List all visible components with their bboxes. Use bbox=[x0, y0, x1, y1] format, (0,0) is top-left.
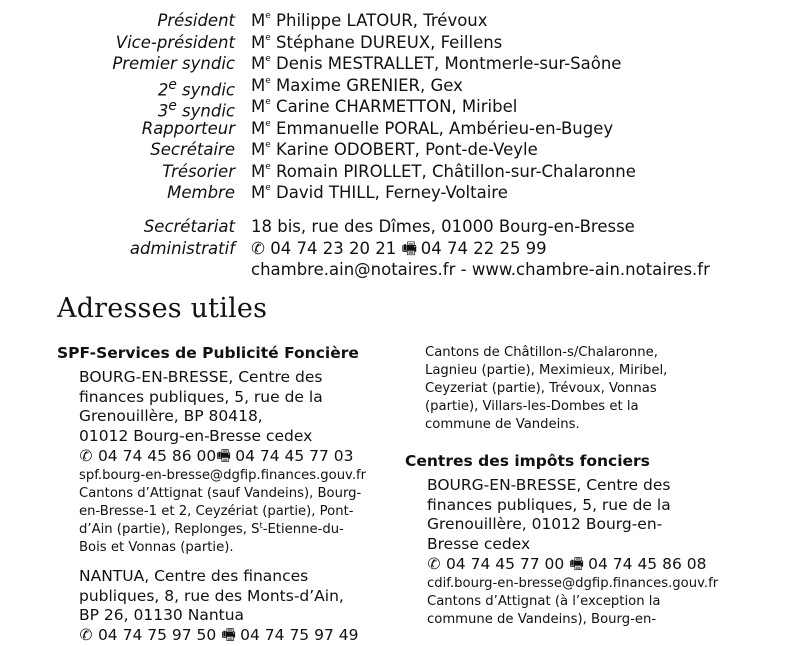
spf-bourg-entry: BOURG-EN-BRESSE, Centre des finances publiques, 5, rue de la Grenouillère, BP 80418, 01012 Bourg-en-Bresse cedex ✆ 04 74 45 86 00🖷 04 74 45 77 03 spf.bourg-en-bresse@dgfip.finances.gouv.fr Cantons d’Attignat (sauf Vandeins), Bourg- en-Bresse-1 et 2, Ceyzériat (partie), Pont- d’Ain (partie), Replonges, $S^t-Etienne-du-$ Bois et Vonnas (partie). bbox=[57, 368, 397, 557]
secretariat-address: 18 bis, rue des Dîmes, 01000 Bourg-en-Bresse bbox=[251, 217, 635, 236]
board-row bbox=[0, 32, 800, 54]
spf-nantua-fax: 04 74 75 97 49 bbox=[240, 626, 359, 645]
board-row bbox=[0, 10, 800, 32]
board-role: Vice-président bbox=[115, 32, 235, 52]
board-member: Me Denis MESTRALLET, Montmerle-sur-Saône bbox=[251, 54, 622, 73]
spf-column bbox=[57, 344, 397, 646]
secretariat-web[interactable]: chambre.ain@notaires.fr - www.chambre-ain.notaires.fr bbox=[251, 260, 710, 279]
board-row bbox=[0, 139, 800, 161]
board-role: Président bbox=[157, 11, 235, 30]
board-member: Me Stéphane DUREUX, Feillens bbox=[251, 32, 503, 52]
phone-icon: ✆ bbox=[79, 446, 93, 465]
board-member: Me Carine CHARMETTON, Miribel bbox=[251, 97, 518, 116]
board-member: Me Romain PIROLLET, Châtillon-sur-Chalaronne bbox=[251, 161, 636, 181]
phone-icon: ✆ bbox=[79, 626, 93, 645]
phone-icon: ✆ bbox=[251, 238, 265, 258]
spf-nantua-cantons: Cantons de Châtillon-s/Chalaronne, Lagnieu (partie), Meximieux, Miribel, Ceyzeriat (partie), Trévoux, Vonnas (partie), Villars-les-Dombes et la commune de Vandeins. bbox=[425, 345, 668, 432]
secretariat-fax: 04 74 22 25 99 bbox=[420, 238, 547, 258]
cdif-bourg-fax: 04 74 45 86 08 bbox=[588, 554, 707, 573]
fax-icon: 🖷 bbox=[401, 238, 418, 258]
cdif-heading: Centres des impôts fonciers bbox=[405, 452, 650, 470]
phone-icon: ✆ bbox=[427, 554, 441, 573]
board-row bbox=[0, 161, 800, 183]
fax-icon: 🖷 bbox=[216, 446, 231, 465]
board-row bbox=[0, 75, 800, 97]
board-row bbox=[0, 96, 800, 121]
board-role: Premier syndic bbox=[112, 54, 235, 73]
board-role: Trésorier bbox=[162, 161, 235, 181]
secretariat-phone: 04 74 23 20 21 bbox=[270, 238, 397, 258]
spf-bourg-phone: 04 74 45 86 00 bbox=[97, 446, 217, 465]
board-list bbox=[0, 10, 800, 204]
board-row bbox=[0, 118, 800, 140]
spf-heading: SPF-Services de Publicité Foncière bbox=[57, 344, 359, 362]
board-row bbox=[0, 53, 800, 75]
secretariat-contact bbox=[251, 238, 800, 260]
spf-bourg-fax: 04 74 45 77 03 bbox=[235, 446, 354, 465]
board-member: Me Philippe LATOUR, Trévoux bbox=[251, 11, 488, 30]
cdif-bourg-phone: 04 74 45 77 00 bbox=[445, 554, 565, 573]
board-member: Me Emmanuelle PORAL, Ambérieu-en-Bugey bbox=[251, 118, 614, 138]
board-member: Me David THILL, Ferney-Voltaire bbox=[251, 183, 508, 202]
secretariat-label: administratif bbox=[129, 238, 235, 258]
spf-bourg-email[interactable]: spf.bourg-en-bresse@dgfip.finances.gouv.fr bbox=[79, 467, 367, 483]
cdif-bourg-email[interactable]: cdif.bourg-en-bresse@dgfip.finances.gouv.fr bbox=[427, 575, 719, 591]
board-role: Secrétaire bbox=[150, 140, 235, 159]
cdif-bourg-entry: BOURG-EN-BRESSE, Centre des finances publiques, 5, rue de la Grenouillère, 01012 Bourg-en- Bresse cedex ✆ 04 74 45 77 00 🖷 04 74 45 86 08 cdif.bourg-en-bresse@dgfip.finances.gouv.fr Cantons d’Attignat (à l’exception la commune de Vandeins), Bourg-en- bbox=[405, 476, 750, 629]
board-member: Me Maxime GRENIER, Gex bbox=[251, 75, 463, 95]
secretariat-label: Secrétariat bbox=[143, 217, 235, 236]
board-role: 2e syndic bbox=[157, 76, 235, 99]
spf-nantua-phone: 04 74 75 97 50 bbox=[97, 626, 217, 645]
fax-icon: 🖷 bbox=[569, 554, 584, 573]
board-member: Me Karine ODOBERT, Pont-de-Veyle bbox=[251, 140, 538, 159]
board-role: 3e syndic bbox=[157, 98, 235, 121]
board-role: Rapporteur bbox=[141, 118, 235, 138]
board-row bbox=[0, 182, 800, 204]
right-column bbox=[405, 344, 750, 629]
secretariat-block bbox=[0, 216, 800, 281]
section-title: Adresses utiles bbox=[57, 293, 268, 324]
fax-icon: 🖷 bbox=[221, 626, 236, 645]
spf-nantua-entry: NANTUA, Centre des finances publiques, 8, rue des Monts-d’Ain, BP 26, 01130 Nantua ✆ 04 74 75 97 50 🖷 04 74 75 97 49 bbox=[79, 566, 359, 645]
board-role: Membre bbox=[167, 183, 235, 202]
